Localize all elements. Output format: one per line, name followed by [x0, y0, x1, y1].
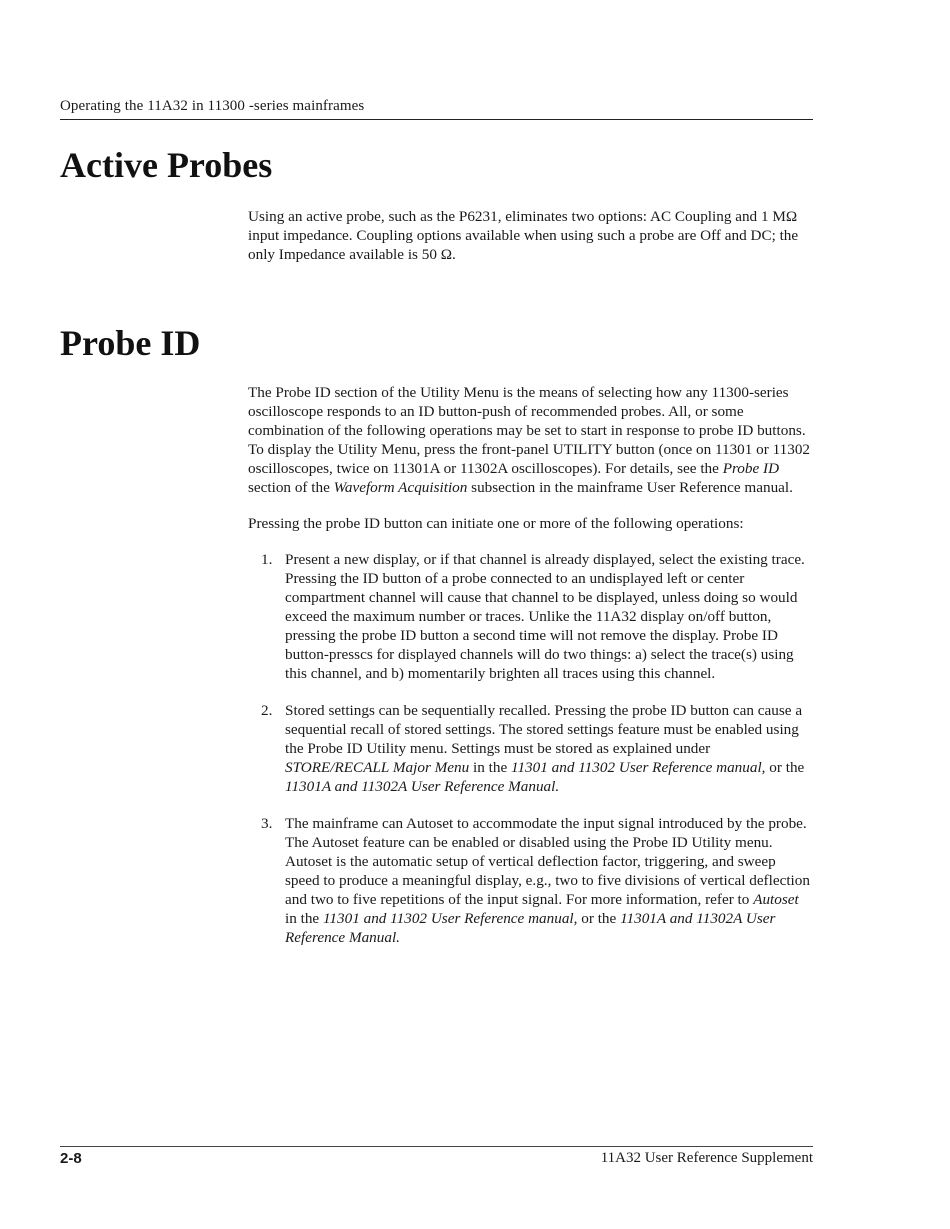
intro-italic-waveform-acquisition: Waveform Acquisition — [333, 479, 468, 496]
list-item-number: 3. — [261, 815, 273, 832]
active-probes-paragraph: Using an active probe, such as the P6231, eliminates two options: AC Coupling and 1 MΩ input impedance. Coupling options available when using such a probe are Off and DC; the only Impedance available is 50 Ω. — [248, 208, 799, 263]
list-item — [248, 814, 811, 947]
list-item-text: Stored settings can be sequentially recalled. Pressing the probe ID button can cause a sequential recall of stored settings. The stored settings feature must be enabled using the Probe ID Utility menu. Settings must be stored as explained under — [285, 702, 803, 757]
probe-id-section — [248, 383, 813, 965]
list-item-text: The mainframe can Autoset to accommodate the input signal introduced by the probe. The Autoset feature can be enabled or disabled using the Probe ID Utility menu. Autoset is the automatic setup of vertical deflection factor, triggering, and sweep speed to produce a meaningful display, e.g., two to five divisions of vertical deflection and two to five repetitions of the input signal. For more information, refer to — [285, 815, 810, 908]
heading-probe-id: Probe ID — [60, 323, 201, 363]
operations-list — [248, 550, 813, 947]
list-item — [248, 550, 811, 683]
list-item-italic: STORE/RECALL Major Menu — [285, 759, 470, 776]
list-item-text: or the — [765, 759, 805, 776]
list-item-text: or the — [577, 910, 621, 927]
footer-rule — [60, 1146, 813, 1147]
probe-id-lead-in: Pressing the probe ID button can initiate one or more of the following operations: — [248, 515, 744, 532]
list-item-text: in the — [469, 759, 511, 776]
list-item-number: 2. — [261, 702, 273, 719]
footer-title: 11A32 User Reference Supplement — [600, 1150, 813, 1166]
list-item-number: 1. — [261, 551, 273, 568]
list-item-text: Present a new display, or if that channel is already displayed, select the existing trace. Pressing the ID button of a probe connected to an undisplayed left or center compartment channel will cause that channel to be displayed, unless doing so would exceed the maximum number or traces. Unlike the 11A32 display on/off button, pressing the probe ID button a second time will not remove the display. Probe ID button-presscs for displayed channels will do two things: a) select the trace(s) using this channel, and b) momentarily brighten all traces using this channel. — [285, 551, 805, 682]
intro-text: section of the — [248, 479, 334, 496]
list-item-italic: 11301A and 11302A User Reference Manual. — [285, 778, 560, 795]
intro-text: The Probe ID section of the Utility Menu is the means of selecting how any 11300-series oscilloscope responds to an ID button-push of recommended probes. All, or some combination of the following operations may be set to start in response to probe ID buttons. To display the Utility Menu, press the front-panel UTILITY button (once on 11301 or 11302 oscilloscopes, twice on 11301A or 11302A oscilloscopes). For details, see the — [248, 384, 811, 477]
running-header: Operating the 11A32 in 11300 -series mainframes — [60, 98, 365, 114]
list-item — [248, 701, 811, 796]
list-item-italic: Autoset — [753, 891, 799, 908]
probe-id-intro — [248, 383, 813, 497]
active-probes-section — [248, 207, 813, 281]
header-rule — [60, 119, 813, 120]
intro-italic-probe-id: Probe ID — [722, 460, 780, 477]
list-item-italic: 11301A and 11302A User Reference Manual. — [285, 910, 776, 946]
list-item-italic: 11301 and 11302 User Reference manual, — [322, 910, 578, 927]
list-item-text: in the — [285, 910, 323, 927]
intro-text: subsection in the mainframe User Reference manual. — [467, 479, 793, 496]
page-number: 2-8 — [60, 1150, 82, 1167]
heading-active-probes: Active Probes — [60, 145, 273, 185]
list-item-italic: 11301 and 11302 User Reference manual, — [511, 759, 766, 776]
